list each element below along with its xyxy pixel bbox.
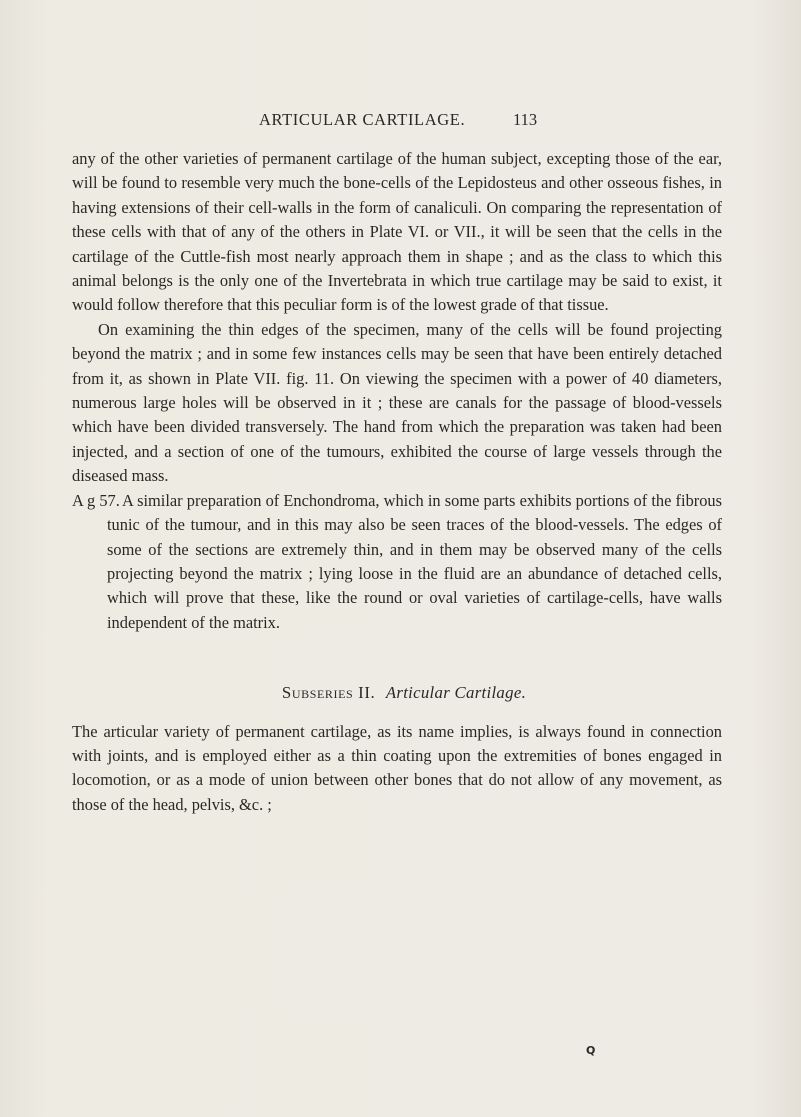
running-head: ARTICULAR CARTILAGE. bbox=[259, 110, 466, 129]
body-text bbox=[72, 147, 722, 817]
page-number: 113 bbox=[513, 110, 538, 129]
specimen-entry bbox=[72, 489, 722, 635]
signature-mark: Q bbox=[586, 1044, 596, 1057]
subseries-title: Articular Cartilage. bbox=[385, 683, 527, 703]
specimen-description: A similar preparation of Enchondroma, which in some parts exhibits portions of the fibrous tunic of the tumour, and in this may also be seen traces of the blood-vessels. The edges of some of the sections are extremely thin, and in them may be observed many of the cells projecting beyond the matrix ; lying loose in the fluid are an abundance of detached cells, which will prove that these, like the round or oval varieties of cartilage-cells, have walls independent of the matrix. bbox=[107, 490, 722, 632]
subseries-heading bbox=[72, 681, 722, 705]
page-header bbox=[0, 110, 801, 134]
paragraph-articular: The articular variety of permanent cartilage, as its name implies, is always found in connection with joints, and is employed either as a thin coating upon the extremities of bones engaged in locomotion, or as a mode of union between other bones that do not allow of any movement, as those of the head, pelvis, &c. ; bbox=[72, 721, 722, 814]
paragraph-continuation: any of the other varieties of permanent cartilage of the human subject, excepting those of the ear, will be found to resemble very much the bone-cells of the Lepidosteus and other osseous fishes, in having extensions of their cell-walls in the form of canaliculi. On comparing the representation of these cells with that of any of the others in Plate VI. or VII., it will be seen that the cells in the cartilage of the Cuttle-fish most nearly approach them in shape ; and as the class to which this animal belongs is the only one of the Invertebrata in which true cartilage may be said to exist, it would follow therefore that this peculiar form is of the lowest grade of that tissue. bbox=[72, 149, 722, 315]
specimen-label: A g 57. bbox=[72, 490, 120, 510]
subseries-label: Subseries II. bbox=[281, 683, 376, 703]
paragraph-examining: On examining the thin edges of the specimen, many of the cells will be found projecting beyond the matrix ; and in some few instances cells may be seen that have been entirely detached from it, as shown in Plate VII. fig. 11. On viewing the specimen with a power of 40 diameters, numerous large holes will be observed in it ; these are canals for the passage of blood-vessels which have been divided transversely. The hand from which the preparation was taken had been injected, and a section of one of the tumours, exhibited the course of large vessels through the diseased mass. bbox=[72, 319, 722, 486]
